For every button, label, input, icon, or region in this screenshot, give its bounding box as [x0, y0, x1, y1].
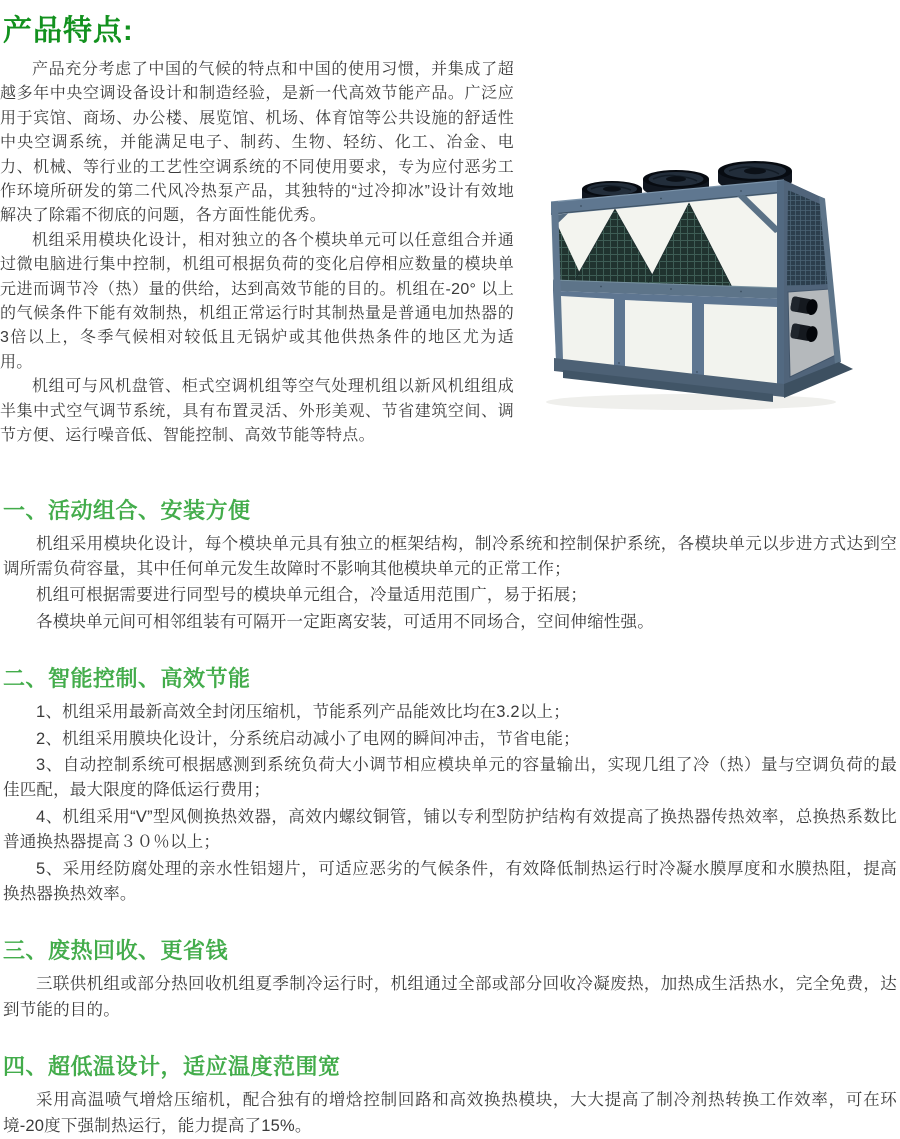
- feature-section-smart-control: [3, 665, 897, 907]
- section-paragraph: 1、机组采用最新高效全封闭压缩机，节能系列产品能效比均在3.2以上；: [36, 703, 570, 722]
- corner-post: [777, 180, 784, 385]
- intro-paragraph: 机组采用模块化设计，相对独立的各个模块单元可以任意组合并通过微电脑进行集中控制，机组可根据负荷的变化启停相应数量的模块单元进而调节冷（热）量的供给，达到高效节能的目的。机组在-20° 以上的气候条件下能有效制热，机组正常运行时其制热量是普通电加热器的3倍以上，冬季气候相对较低且无锅炉或其他供热条件的地区尤为适用。: [0, 231, 514, 371]
- page-title: 产品特点:: [3, 15, 134, 47]
- chiller-unit-illustration: [541, 136, 893, 436]
- section-heading: 三、废热回收、更省钱: [3, 938, 229, 964]
- section-paragraph: 5、采用经防腐处理的亲水性铝翅片，可适应恶劣的气候条件，有效降低制热运行时冷凝水膜厚度和水膜热阻，提高换热器换热效率。: [3, 859, 897, 903]
- intro-paragraph: 产品充分考虑了中国的气候的特点和中国的使用习惯，并集成了超越多年中央空调设备设计和制造经验，是新一代高效节能产品。广泛应用于宾馆、商场、办公楼、展览馆、机场、体育馆等公共设施的舒适性中央空调系统，并能满足电子、制药、生物、轻纺、化工、冶金、电力、机械、等行业的工艺性空调系统的不同使用要求，专为应付恶劣工作环境所研发的第二代风冷热泵产品，其独特的“过冷抑冰”设计有效地解决了除霜不彻底的问题，各方面性能优秀。: [0, 61, 514, 225]
- product-photo: [541, 136, 893, 436]
- side-face: [784, 180, 853, 398]
- section-paragraph: 各模块单元间可相邻组装有可隔开一定距离安装，可适用不同场合，空间伸缩性强。: [36, 612, 654, 631]
- feature-section-heat-recovery: [3, 937, 897, 1023]
- feature-section-modular: [3, 497, 897, 636]
- section-heading: 四、超低温设计，适应温度范围宽: [3, 1054, 341, 1080]
- section-paragraph: 三联供机组或部分热回收机组夏季制冷运行时，机组通过全部或部分回收冷凝废热，加热成生活热水，完全免费，达到节能的目的。: [3, 975, 897, 1019]
- section-heading: 二、智能控制、高效节能: [3, 666, 251, 692]
- page: [0, 14, 900, 1139]
- intro-paragraph: 机组可与风机盘管、柜式空调机组等空气处理机组以新风机组组成半集中式空气调节系统，具有布置灵活、外形美观、节省建筑空间、调节方便、运行噪音低、智能控制、高效节能等特点。: [0, 378, 514, 445]
- section-paragraph: 3、自动控制系统可根据感测到系统负荷大小调节相应模块单元的容量输出，实现几组了冷（热）量与空调负荷的最佳匹配，最大限度的降低运行费用；: [3, 755, 897, 800]
- section-paragraph: 采用高温喷气增焓压缩机，配合独有的增焓控制回路和高效换热模块，大大提高了制冷剂热转换工作效率，可在环境-20度下强制热运行，能力提高了15%。: [3, 1091, 897, 1135]
- section-paragraph: 机组采用模块化设计，每个模块单元具有独立的框架结构，制冷系统和控制保护系统，各模块单元以步进方式达到空调所需负荷容量，其中任何单元发生故障时不影响其他模块单元的正常工作；: [3, 534, 897, 578]
- ground-shadow: [546, 394, 836, 410]
- section-heading: 一、活动组合、安装方便: [3, 497, 251, 523]
- section-paragraph: 4、机组采用“V”型风侧换热效器，高效内螺纹铜管，铺以专利型防护结构有效提高了换热器传热效率，总换热系数比普通换热器提高３０％以上；: [3, 807, 897, 852]
- section-paragraph: 机组可根据需要进行同型号的模块单元组合，冷量适用范围广，易于拓展；: [36, 586, 588, 605]
- section-paragraph: 2、机组采用膜块化设计，分系统启动减小了电网的瞬间冲击，节省电能；: [36, 729, 580, 748]
- feature-section-low-temp: [3, 1053, 897, 1139]
